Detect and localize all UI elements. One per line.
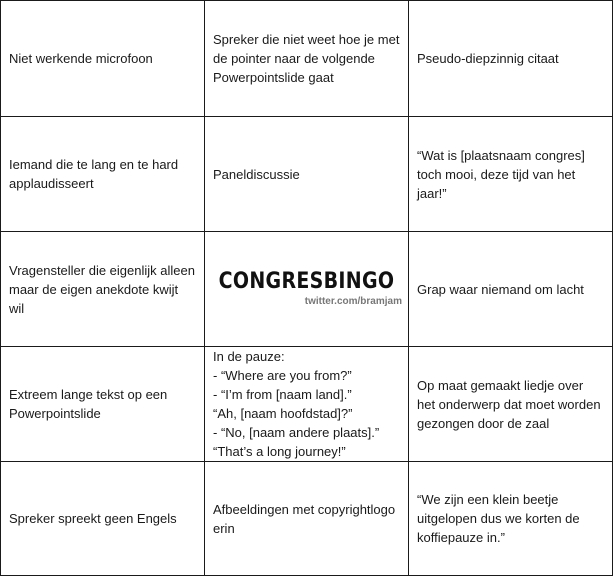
cell-text: Pseudo-diepzinnig citaat (417, 51, 559, 66)
bingo-row (1, 347, 613, 462)
cell-text: Spreker spreekt geen Engels (9, 511, 177, 526)
bingo-cell-pause-dialogue (205, 347, 409, 462)
pause-dialogue (213, 347, 400, 461)
dialogue-line: - “No, [naam andere plaats].” (213, 425, 380, 440)
bingo-cell (205, 462, 409, 576)
bingo-cell (1, 347, 205, 462)
bingo-cell (409, 232, 613, 347)
twitter-credit: twitter.com/bramjam (304, 295, 402, 307)
bingo-cell (1, 117, 205, 232)
cell-text: “Wat is [plaatsnaam congres] toch mooi, deze tijd van het jaar!” (417, 147, 585, 201)
bingo-row (1, 117, 613, 232)
bingo-cell (409, 347, 613, 462)
bingo-cell (205, 1, 409, 117)
cell-text: Niet werkende microfoon (9, 51, 153, 66)
cell-text: Extreem lange tekst op een Powerpointslide (9, 387, 168, 421)
cell-text: Vragensteller die eigenlijk alleen maar de eigen anekdote kwijt wil (9, 262, 195, 316)
bingo-cell (409, 1, 613, 117)
bingo-cell (1, 462, 205, 576)
bingo-row (1, 232, 613, 347)
cell-text: Iemand die te lang en te hard applaudisseert (9, 157, 179, 191)
dialogue-line: “That’s a long journey!” (213, 444, 346, 459)
cell-text: Grap waar niemand om lacht (417, 281, 584, 297)
dialogue-line: In de pauze: (213, 349, 285, 364)
cell-text: Spreker die niet weet hoe je met de pointer naar de volgende Powerpointslide gaat (213, 32, 400, 85)
dialogue-line: - “Where are you from?” (213, 368, 352, 383)
dialogue-line: - “I’m from [naam land].” (213, 387, 352, 402)
bingo-center-logo-cell (205, 232, 409, 347)
dialogue-line: “Ah, [naam hoofdstad]?” (213, 406, 353, 421)
bingo-cell (1, 232, 205, 347)
cell-text: Paneldiscussie (213, 166, 300, 182)
bingo-cell (205, 117, 409, 232)
cell-text: Op maat gemaakt liedje over het onderwerp dat moet worden gezongen door de zaal (417, 377, 601, 431)
congresbingo-logo-title: CONGRESBINGO (218, 267, 395, 294)
bingo-cell (1, 1, 205, 117)
bingo-cell (409, 462, 613, 576)
bingo-cell (409, 117, 613, 232)
cell-text: “We zijn een klein beetje uitgelopen dus we korten de koffiepauze in.” (417, 492, 580, 545)
cell-text: Afbeeldingen met copyrightlogo erin (213, 501, 396, 536)
bingo-row (1, 1, 613, 117)
bingo-row (1, 462, 613, 576)
